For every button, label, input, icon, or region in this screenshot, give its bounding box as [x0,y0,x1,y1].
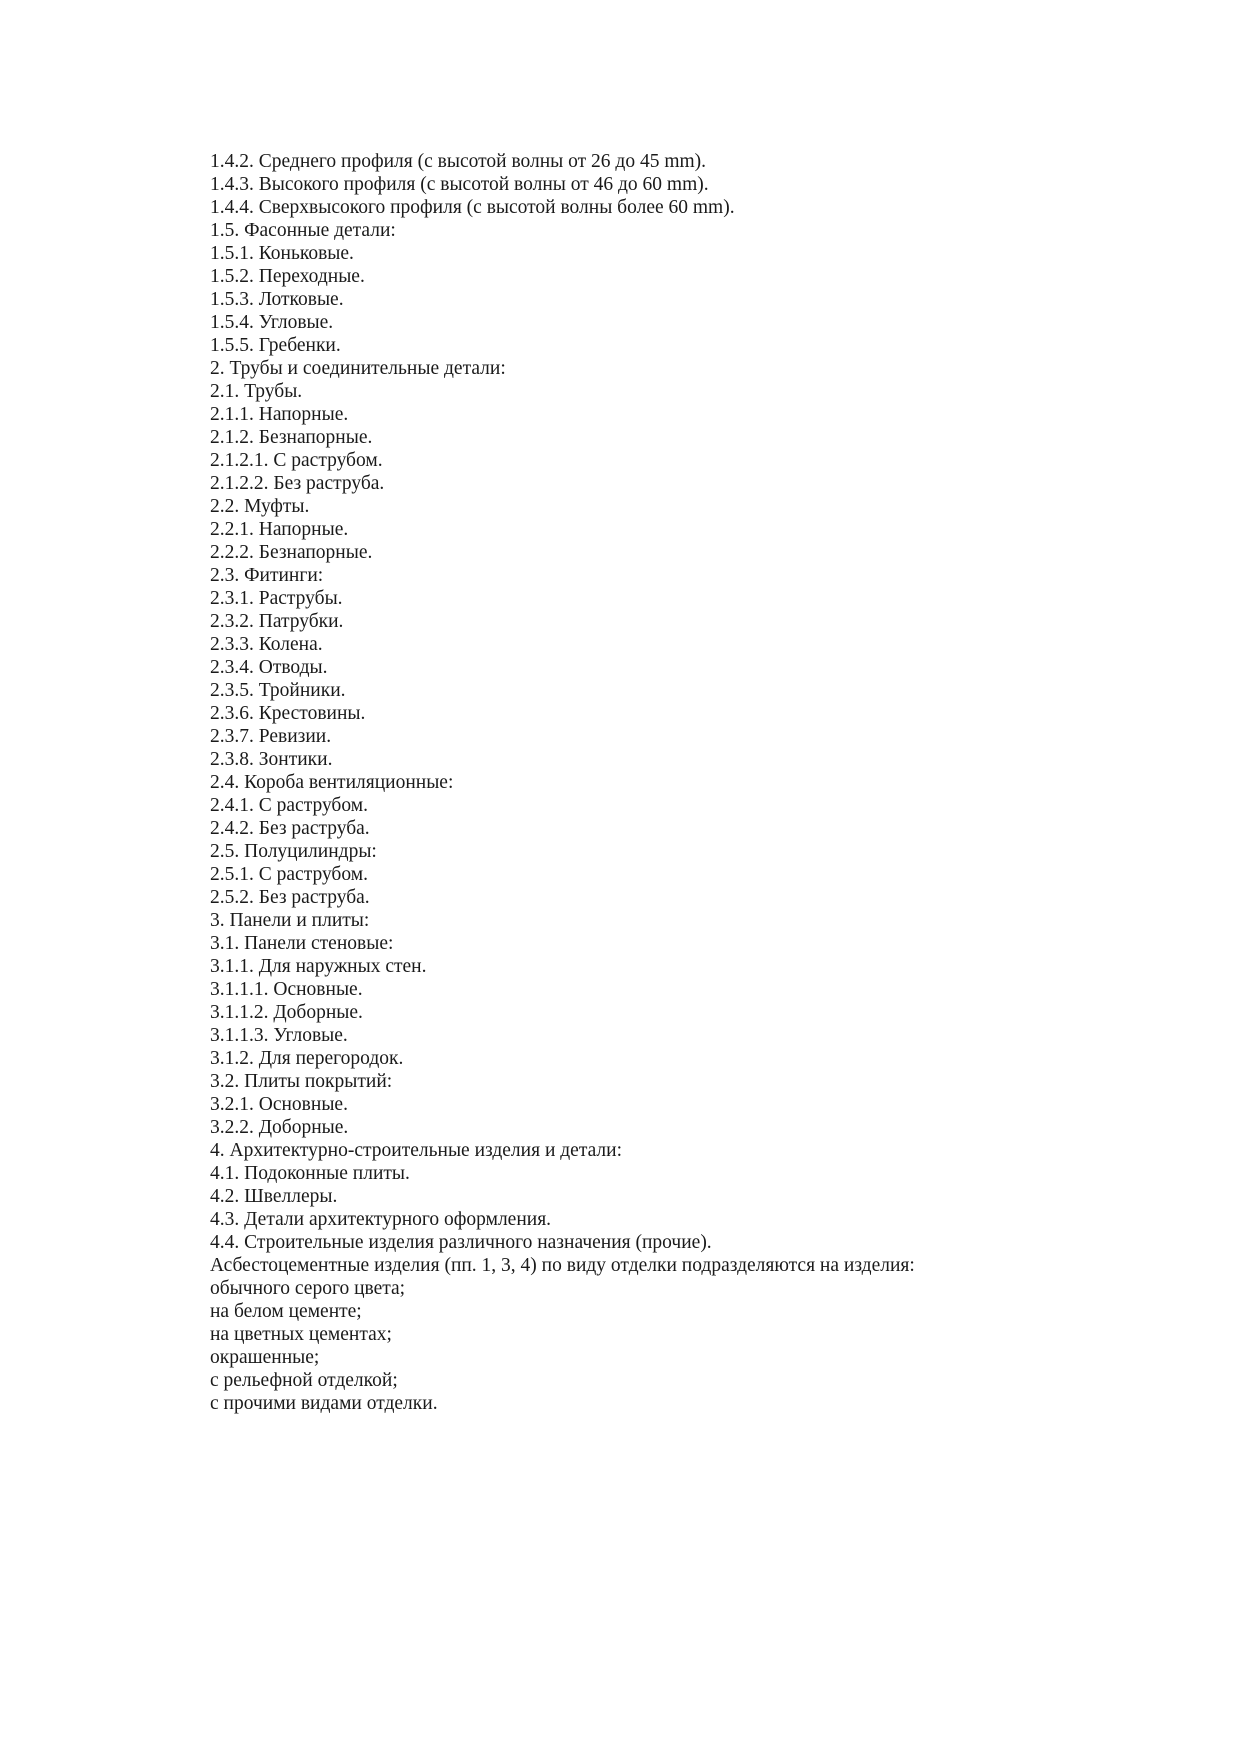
text-line: обычного серого цвета; [210,1278,406,1299]
text-line: на белом цементе; [210,1301,362,1322]
text-line: 2.2. Муфты. [210,496,310,517]
text-line: 3.2. Плиты покрытий: [210,1071,393,1092]
text-line: окрашенные; [210,1347,320,1368]
text-line: 2.3.4. Отводы. [210,657,328,678]
text-line: 1.5.2. Переходные. [210,266,365,287]
text-line: 2.4. Короба вентиляционные: [210,772,454,793]
text-line: на цветных цементах; [210,1324,392,1345]
text-line: 3.2.2. Доборные. [210,1117,349,1138]
text-line: 4.3. Детали архитектурного оформления. [210,1209,552,1230]
text-line: 1.4.4. Сверхвысокого профиля (с высотой волны более 60 mm). [210,197,735,218]
text-line: 1.5.1. Коньковые. [210,243,354,264]
text-line: 2.3. Фитинги: [210,565,324,586]
text-line: 2.1.2.1. С раструбом. [210,450,383,471]
text-line: 2.3.2. Патрубки. [210,611,344,632]
text-line: 2.3.5. Тройники. [210,680,346,701]
text-line: 2.5. Полуцилиндры: [210,841,377,862]
text-line: 1.5.4. Угловые. [210,312,334,333]
text-line: 1.5.5. Гребенки. [210,335,341,356]
text-line: 2.1.1. Напорные. [210,404,349,425]
text-line: 2.5.2. Без раструба. [210,887,370,908]
text-line: 3.2.1. Основные. [210,1094,348,1115]
text-line: 2.2.1. Напорные. [210,519,349,540]
text-line: 3.1.1.3. Угловые. [210,1025,348,1046]
text-line: 2.4.1. С раструбом. [210,795,368,816]
text-line: 2.3.7. Ревизии. [210,726,332,747]
text-line: 3.1.1.1. Основные. [210,979,363,1000]
text-line: 4.2. Швеллеры. [210,1186,338,1207]
text-line: 4.4. Строительные изделия различного назначения (прочие). [210,1232,712,1253]
text-line: 2.3.3. Колена. [210,634,323,655]
text-line: 2.4.2. Без раструба. [210,818,370,839]
text-line: 3.1.2. Для перегородок. [210,1048,404,1069]
text-line: 2.1. Трубы. [210,381,303,402]
text-line: 4. Архитектурно-строительные изделия и детали: [210,1140,623,1161]
text-line: 2.5.1. С раструбом. [210,864,368,885]
text-line: 1.4.2. Среднего профиля (с высотой волны от 26 до 45 mm). [210,151,707,172]
text-line: 2. Трубы и соединительные детали: [210,358,506,379]
text-line: 2.3.8. Зонтики. [210,749,333,770]
text-line: 4.1. Подоконные плиты. [210,1163,410,1184]
text-line: с рельефной отделкой; [210,1370,398,1391]
text-line: с прочими видами отделки. [210,1393,438,1414]
document-body [210,150,1110,1415]
text-line: 2.1.2.2. Без раструба. [210,473,385,494]
text-line: 1.5. Фасонные детали: [210,220,396,241]
text-line: 2.2.2. Безнапорные. [210,542,373,563]
text-line: 1.5.3. Лотковые. [210,289,344,310]
text-line: 3.1.1. Для наружных стен. [210,956,427,977]
text-line: 2.3.6. Крестовины. [210,703,366,724]
text-line: 3.1.1.2. Доборные. [210,1002,363,1023]
text-line: 2.1.2. Безнапорные. [210,427,373,448]
text-line: 2.3.1. Раструбы. [210,588,343,609]
text-line: Асбестоцементные изделия (пп. 1, 3, 4) по виду отделки подразделяются на изделия: [210,1255,915,1276]
text-line: 1.4.3. Высокого профиля (с высотой волны от 46 до 60 mm). [210,174,709,195]
text-line: 3.1. Панели стеновые: [210,933,394,954]
text-line: 3. Панели и плиты: [210,910,370,931]
